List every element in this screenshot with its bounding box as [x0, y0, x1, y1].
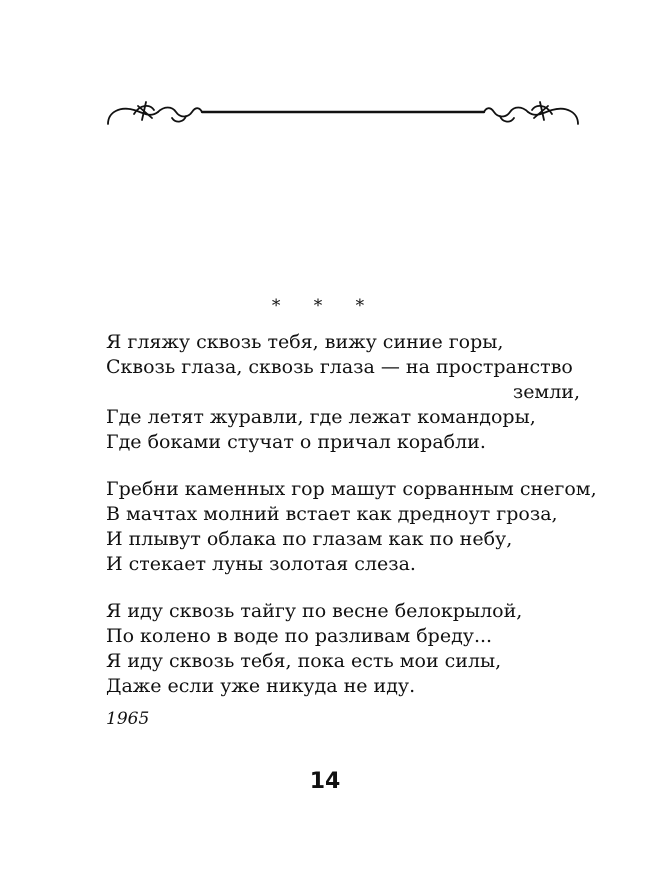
- poem-line: Где летят журавли, где лежат командоры,: [106, 406, 536, 428]
- poem-line: И стекает луны золотая слеза.: [106, 553, 416, 575]
- poem-date: 1965: [106, 709, 150, 729]
- poem-line-continuation: земли,: [512, 381, 580, 403]
- poem-line: В мачтах молний встает как дредноут гроза,: [106, 503, 558, 525]
- stanza-separator-asterisks: * * *: [271, 296, 379, 316]
- poem-text: [106, 330, 597, 721]
- poem-stanza: [106, 599, 580, 699]
- poem-line: Я гляжу сквозь тебя, вижу синие горы,: [106, 331, 504, 353]
- poem-stanza: [106, 330, 580, 455]
- poem-line: Где боками стучат о причал корабли.: [106, 431, 486, 453]
- poem-line: Даже если уже никуда не иду.: [106, 675, 416, 697]
- poem-line: И плывут облака по глазам как по небу,: [106, 528, 513, 550]
- poem-line: Сквозь глаза, сквозь глаза — на пространство: [106, 356, 573, 378]
- poem-line: Гребни каменных гор машут сорванным снегом,: [106, 478, 597, 500]
- poem-stanza: [106, 477, 597, 577]
- decorative-flourish-divider: [106, 98, 580, 132]
- poem-line: Я иду сквозь тебя, пока есть мои силы,: [106, 650, 502, 672]
- poem-line: Я иду сквозь тайгу по весне белокрылой,: [106, 600, 523, 622]
- poem-line: По колено в воде по разливам бреду...: [106, 625, 493, 647]
- page-number: 14: [309, 769, 341, 794]
